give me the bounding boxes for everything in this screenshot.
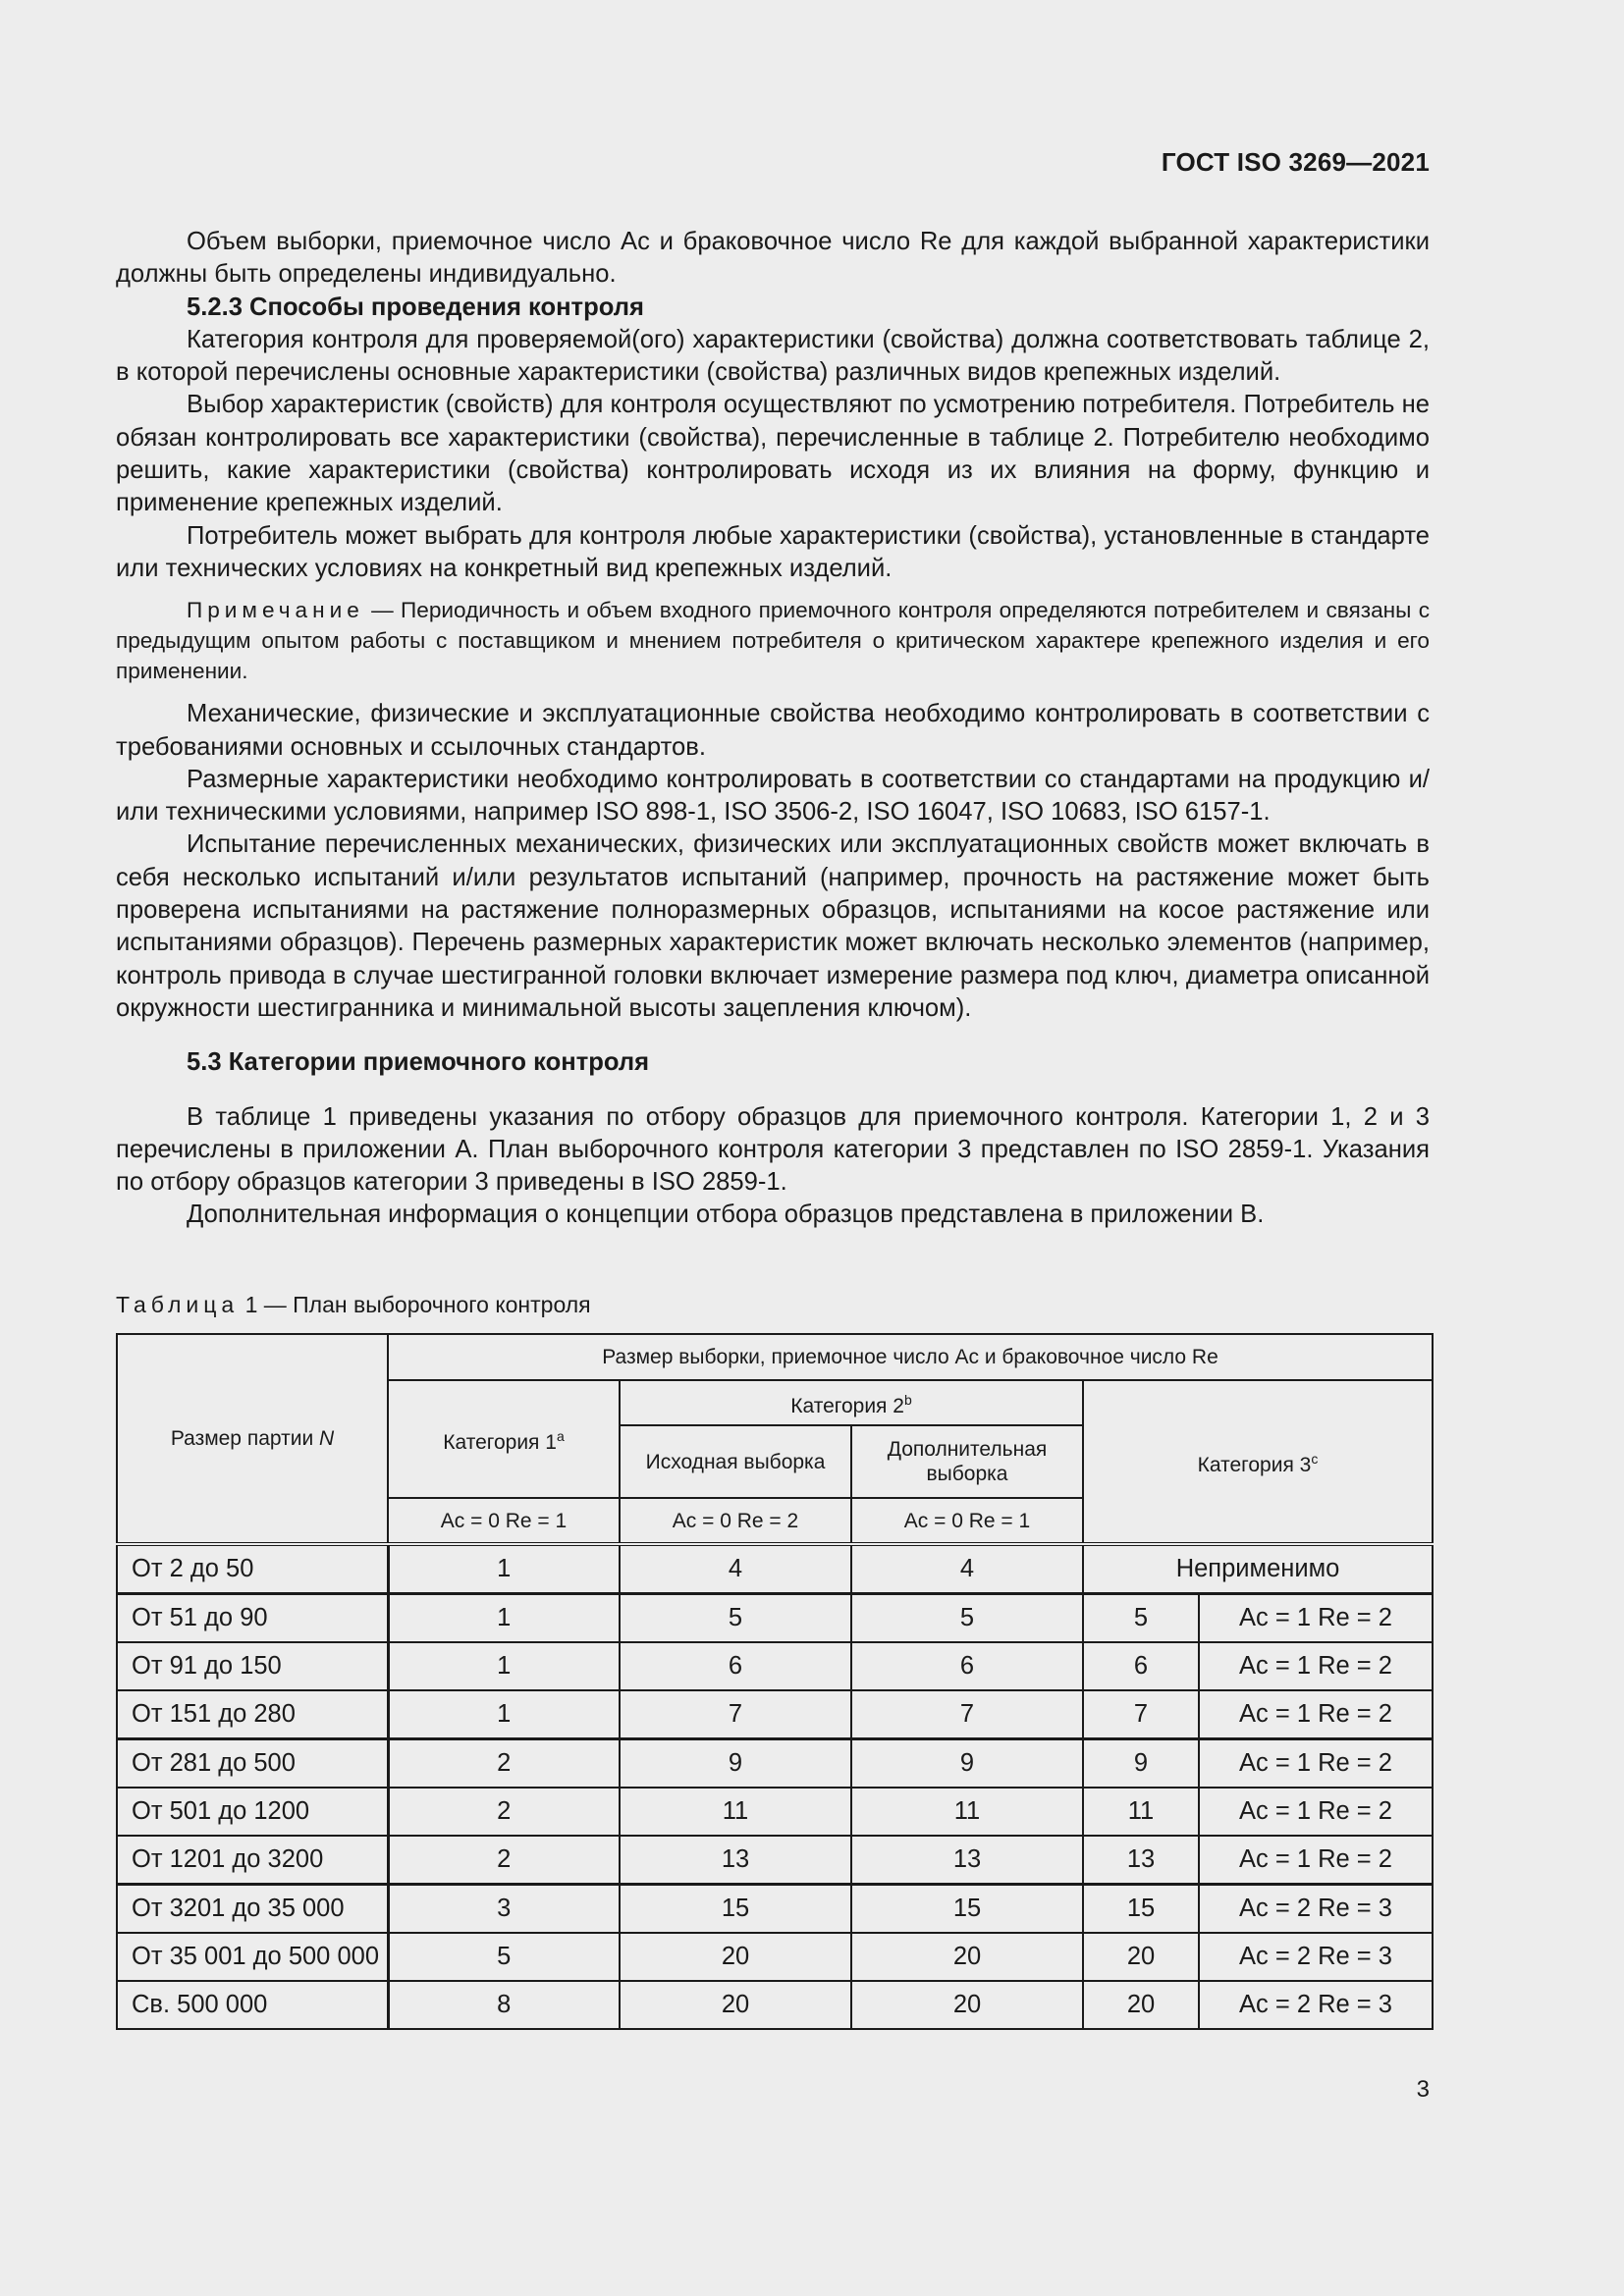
cell-category-3-size: 11: [1083, 1788, 1199, 1836]
header-lot-size: Размер партии N: [117, 1334, 388, 1544]
table-caption: [116, 1292, 591, 1318]
note-label: Примечание: [187, 598, 364, 623]
cell-additional-sample: 6: [851, 1642, 1083, 1690]
cell-category-3-ac-re: Ac = 2 Re = 3: [1199, 1933, 1433, 1981]
cell-category-1: 1: [388, 1642, 620, 1690]
paragraph: Размерные характеристики необходимо контролировать в соответствии со стандартами на продукцию и/или техническими условиями, например ISO 898-1, ISO 3506-2, ISO 16047, ISO 10683, ISO 6157-1.: [116, 765, 1430, 827]
header-sample-size: Размер выборки, приемочное число Ac и браковочное число Re: [388, 1334, 1433, 1380]
cell-category-3-size: 9: [1083, 1739, 1199, 1789]
cell-additional-sample: 4: [851, 1544, 1083, 1594]
cell-category-1: 5: [388, 1933, 620, 1981]
cell-category-3-ac-re: Ac = 1 Re = 2: [1199, 1594, 1433, 1643]
cell-lot-size: От 281 до 500: [117, 1739, 388, 1789]
table-row: [117, 1544, 1433, 1594]
cell-initial-sample: 9: [620, 1739, 851, 1789]
cell-category-3-size: 20: [1083, 1933, 1199, 1981]
cell-category-3-ac-re: Ac = 1 Re = 2: [1199, 1690, 1433, 1739]
cell-initial-sample: 20: [620, 1981, 851, 2029]
cell-additional-sample: 20: [851, 1933, 1083, 1981]
cell-lot-size: От 51 до 90: [117, 1594, 388, 1643]
cell-additional-sample: 13: [851, 1836, 1083, 1885]
cell-category-3-ac-re: Ac = 1 Re = 2: [1199, 1739, 1433, 1789]
paragraph: Испытание перечисленных механических, физических или эксплуатационных свойств может включать в себя несколько испытаний и/или результатов испытаний (например, прочность на растяжение может быть проверена испытаниями на растяжение полноразмерных образцов, испытаниями на косое растяжение или испытаниями образцов). Перечень размерных характеристик может включать несколько элементов (например, контроль привода в случае шестигранной головки включает измерение размера под ключ, диаметра описанной окружности шестигранника и минимальной высоты зацепления ключом).: [116, 830, 1430, 1022]
cell-category-1: 8: [388, 1981, 620, 2029]
cell-initial-sample: 5: [620, 1594, 851, 1643]
cell-initial-sample: 13: [620, 1836, 851, 1885]
paragraph: Потребитель может выбрать для контроля любые характеристики (свойства), установленные в стандарте или технических условиях на конкретный вид крепежных изделий.: [116, 521, 1430, 582]
cell-category-1: 1: [388, 1544, 620, 1594]
cell-category-3-size: 15: [1083, 1885, 1199, 1934]
cell-category-1: 3: [388, 1885, 620, 1934]
caption-text: 1 — План выборочного контроля: [239, 1292, 591, 1317]
cell-additional-sample: 11: [851, 1788, 1083, 1836]
header-category-1: Категория 1$^a$: [388, 1380, 620, 1498]
cell-category-3-size: 7: [1083, 1690, 1199, 1739]
table-row: [117, 1788, 1433, 1836]
paragraph: Дополнительная информация о концепции отбора образцов представлена в приложении B.: [187, 1201, 1265, 1229]
cell-initial-sample: 20: [620, 1933, 851, 1981]
cell-additional-sample: 5: [851, 1594, 1083, 1643]
cell-initial-sample: 11: [620, 1788, 851, 1836]
section-heading-5-3: 5.3 Категории приемочного контроля: [187, 1048, 650, 1077]
page-number: 3: [1416, 2076, 1430, 2103]
cell-category-3-size: 13: [1083, 1836, 1199, 1885]
cell-category-3-ac-re: Ac = 2 Re = 3: [1199, 1981, 1433, 2029]
cell-initial-sample: 4: [620, 1544, 851, 1594]
table-row: [117, 1739, 1433, 1789]
cell-category-1: 1: [388, 1690, 620, 1739]
caption-label: Таблица: [116, 1292, 240, 1317]
cell-category-3-ac-re: Ac = 1 Re = 2: [1199, 1836, 1433, 1885]
cell-additional-sample: 9: [851, 1739, 1083, 1789]
table-row: [117, 1981, 1433, 2029]
table-row: [117, 1885, 1433, 1934]
cell-category-3-size: 5: [1083, 1594, 1199, 1643]
cell-lot-size: От 1201 до 3200: [117, 1836, 388, 1885]
header-ac-re-additional: Ac = 0 Re = 1: [851, 1498, 1083, 1544]
header-additional-sample: Дополнительная выборка: [851, 1425, 1083, 1498]
paragraph: В таблице 1 приведены указания по отбору образцов для приемочного контроля. Категории 1, 2 и 3 перечислены в приложении A. План выборочного контроля категории 3 представлен по ISO 2859-1. Указания по отбору образцов категории 3 приведены в ISO 2859-1.: [116, 1102, 1430, 1197]
paragraph: Механические, физические и эксплуатационные свойства необходимо контролировать в соответствии с требованиями основных и ссылочных стандартов.: [116, 700, 1430, 761]
cell-not-applicable: Неприменимо: [1083, 1544, 1433, 1594]
cell-lot-size: От 91 до 150: [117, 1642, 388, 1690]
cell-lot-size: Св. 500 000: [117, 1981, 388, 2029]
cell-lot-size: От 151 до 280: [117, 1690, 388, 1739]
header-ac-re-cat1: Ac = 0 Re = 1: [388, 1498, 620, 1544]
cell-category-1: 2: [388, 1739, 620, 1789]
note-text: — Периодичность и объем входного приемочного контроля определяются потребителем и связаны с предыдущим опытом работы с поставщиком и мнением потребителя о критическом характере крепежного изделия и его применении.: [116, 598, 1430, 684]
cell-category-3-ac-re: Ac = 2 Re = 3: [1199, 1885, 1433, 1934]
cell-additional-sample: 20: [851, 1981, 1083, 2029]
header-initial-sample: Исходная выборка: [620, 1425, 851, 1498]
cell-initial-sample: 15: [620, 1885, 851, 1934]
cell-lot-size: От 3201 до 35 000: [117, 1885, 388, 1934]
cell-category-3-ac-re: Ac = 1 Re = 2: [1199, 1642, 1433, 1690]
cell-category-3-size: 6: [1083, 1642, 1199, 1690]
table-row: [117, 1594, 1433, 1643]
cell-category-1: 1: [388, 1594, 620, 1643]
cell-lot-size: От 2 до 50: [117, 1544, 388, 1594]
cell-category-3-ac-re: Ac = 1 Re = 2: [1199, 1788, 1433, 1836]
cell-lot-size: От 501 до 1200: [117, 1788, 388, 1836]
cell-category-1: 2: [388, 1788, 620, 1836]
table-row: [117, 1933, 1433, 1981]
standard-header: ГОСТ ISO 3269—2021: [1161, 147, 1430, 177]
paragraph: Выбор характеристик (свойств) для контроля осуществляют по усмотрению потребителя. Потребитель не обязан контролировать все характеристики (свойства), перечисленные в таблице 2. Потребителю необходимо решить, какие характеристики (свойства) контролировать исходя из их влияния на форму, функцию и применение крепежных изделий.: [116, 391, 1430, 517]
cell-initial-sample: 7: [620, 1690, 851, 1739]
cell-initial-sample: 6: [620, 1642, 851, 1690]
paragraph: Категория контроля для проверяемой(ого) характеристики (свойства) должна соответствовать таблице 2, в которой перечислены основные характеристики (свойства) различных видов крепежных изделий.: [116, 325, 1430, 387]
cell-lot-size: От 35 001 до 500 000: [117, 1933, 388, 1981]
header-category-2: Категория 2$^b$: [620, 1380, 1083, 1425]
table-row: [117, 1836, 1433, 1885]
section-heading-5-2-3: 5.2.3 Способы проведения контроля: [187, 293, 644, 321]
header-ac-re-initial: Ac = 0 Re = 2: [620, 1498, 851, 1544]
body-text: [116, 226, 1430, 1232]
cell-additional-sample: 7: [851, 1690, 1083, 1739]
cell-category-1: 2: [388, 1836, 620, 1885]
header-category-3: Категория 3$^c$: [1083, 1380, 1433, 1544]
table-row: [117, 1690, 1433, 1739]
sampling-plan-table: [116, 1333, 1434, 2030]
cell-category-3-size: 20: [1083, 1981, 1199, 2029]
cell-additional-sample: 15: [851, 1885, 1083, 1934]
paragraph: Объем выборки, приемочное число Ac и браковочное число Re для каждой выбранной характеристики должны быть определены индивидуально.: [116, 228, 1430, 289]
note: [116, 595, 1430, 686]
table-row: [117, 1642, 1433, 1690]
